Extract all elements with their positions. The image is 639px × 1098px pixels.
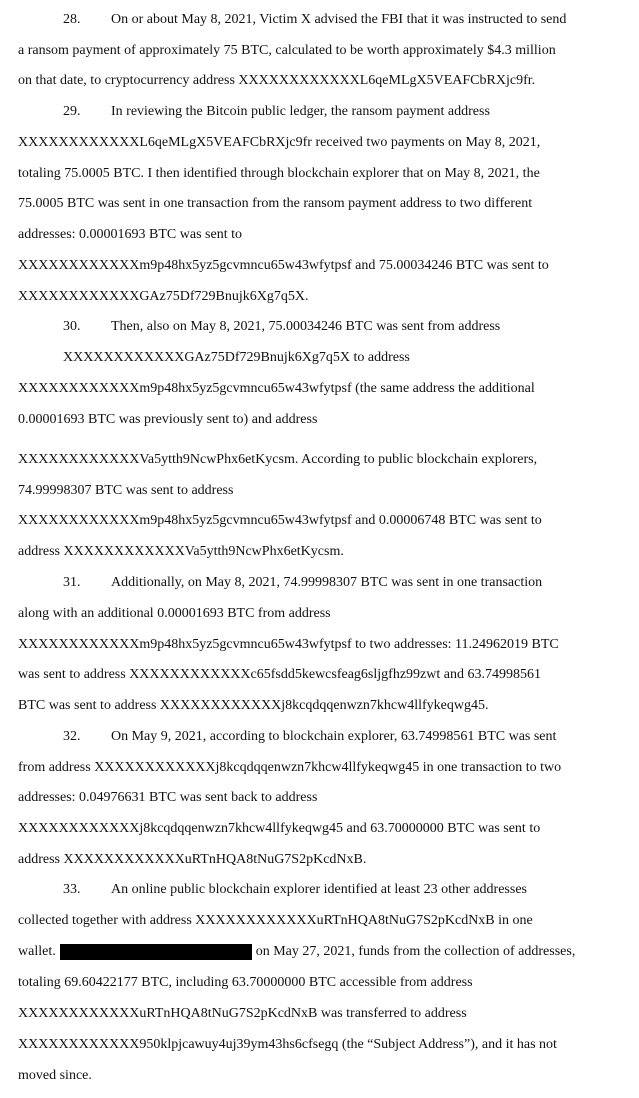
paragraph-30-line-5: XXXXXXXXXXXXVa5ytth9NcwPhx6etKycsm. According to public blockchain explorers, <box>18 452 538 467</box>
paragraph-number: 32. <box>63 729 81 744</box>
paragraph-33-line-2: collected together with address XXXXXXXXXXXXuRTnHQA8tNuG7S2pKcdNxB in one <box>18 913 533 928</box>
line-text: Then, also on May 8, 2021, 75.00034246 BTC was sent from address <box>111 319 501 334</box>
redaction-bar <box>60 944 252 960</box>
line-text: On or about May 8, 2021, Victim X advised the FBI that it was instructed to send <box>111 12 567 27</box>
paragraph-31-line-4: was sent to address XXXXXXXXXXXXc65fsdd5kewcsfeag6sljgfhz99zwt and 63.74998561 <box>18 667 541 682</box>
paragraph-31-line-2: along with an additional 0.00001693 BTC from address <box>18 606 331 621</box>
paragraph-33-line-3 <box>18 944 575 960</box>
line-text: Additionally, on May 8, 2021, 74.99998307 BTC was sent in one transaction <box>111 575 543 590</box>
line-text: wallet. <box>18 944 56 959</box>
paragraph-29-line-7: XXXXXXXXXXXXGAz75Df729Bnujk6Xg7q5X. <box>18 289 309 304</box>
paragraph-30-line-7: XXXXXXXXXXXXm9p48hx5yz5gcvmncu65w43wfytpsf and 0.00006748 BTC was sent to <box>18 513 542 528</box>
paragraph-29-line-4: 75.0005 BTC was sent in one transaction from the ransom payment address to two different <box>18 196 533 211</box>
paragraph-33-line-7: moved since. <box>18 1068 92 1083</box>
paragraph-33-line-5: XXXXXXXXXXXXuRTnHQA8tNuG7S2pKcdNxB was transferred to address <box>18 1006 467 1021</box>
paragraph-29-line-6: XXXXXXXXXXXXm9p48hx5yz5gcvmncu65w43wfytpsf and 75.00034246 BTC was sent to <box>18 258 549 273</box>
paragraph-32-line-1 <box>63 729 556 745</box>
paragraph-33-line-6: XXXXXXXXXXXX950klpjcawuy4uj39ym43hs6cfsegq (the “Subject Address”), and it has not <box>18 1037 557 1052</box>
line-text-after-redaction: on May 27, 2021, funds from the collection of addresses, <box>255 944 576 959</box>
paragraph-31-line-5: BTC was sent to address XXXXXXXXXXXXj8kcqdqqenwzn7khcw4llfykeqwg45. <box>18 698 489 713</box>
paragraph-number: 33. <box>63 882 81 897</box>
paragraph-number: 28. <box>63 12 81 27</box>
paragraph-28-line-1 <box>63 12 566 28</box>
paragraph-33-line-1 <box>63 882 527 898</box>
paragraph-29-line-5: addresses: 0.00001693 BTC was sent to <box>18 227 242 242</box>
paragraph-29-line-1 <box>63 104 490 120</box>
paragraph-number: 31. <box>63 575 81 590</box>
line-text: An online public blockchain explorer identified at least 23 other addresses <box>111 882 527 897</box>
paragraph-30-line-3: XXXXXXXXXXXXm9p48hx5yz5gcvmncu65w43wfytpsf (the same address the additional <box>18 381 535 396</box>
paragraph-32-line-5: address XXXXXXXXXXXXuRTnHQA8tNuG7S2pKcdNxB. <box>18 852 367 867</box>
paragraph-28-line-3: on that date, to cryptocurrency address XXXXXXXXXXXXL6qeMLgX5VEAFCbRXjc9fr. <box>18 73 536 88</box>
paragraph-30-line-6: 74.99998307 BTC was sent to address <box>18 483 234 498</box>
paragraph-30-line-8: address XXXXXXXXXXXXVa5ytth9NcwPhx6etKycsm. <box>18 544 344 559</box>
line-text: On May 9, 2021, according to blockchain explorer, 63.74998561 BTC was sent <box>111 729 557 744</box>
paragraph-29-line-2: XXXXXXXXXXXXL6qeMLgX5VEAFCbRXjc9fr received two payments on May 8, 2021, <box>18 135 541 150</box>
paragraph-32-line-2: from address XXXXXXXXXXXXj8kcqdqqenwzn7khcw4llfykeqwg45 in one transaction to two <box>18 760 562 775</box>
paragraph-30-line-2: XXXXXXXXXXXXGAz75Df729Bnujk6Xg7q5X to address <box>63 350 410 365</box>
paragraph-30-line-1 <box>63 319 500 335</box>
paragraph-number: 29. <box>63 104 81 119</box>
paragraph-33-line-4: totaling 69.60422177 BTC, including 63.70000000 BTC accessible from address <box>18 975 473 990</box>
paragraph-29-line-3: totaling 75.0005 BTC. I then identified through blockchain explorer that on May 8, 2021, the <box>18 166 540 181</box>
paragraph-31-line-3: XXXXXXXXXXXXm9p48hx5yz5gcvmncu65w43wfytpsf to two addresses: 11.24962019 BTC <box>18 637 559 652</box>
paragraph-32-line-4: XXXXXXXXXXXXj8kcqdqqenwzn7khcw4llfykeqwg45 and 63.70000000 BTC was sent to <box>18 821 541 836</box>
line-text: In reviewing the Bitcoin public ledger, the ransom payment address <box>111 104 490 119</box>
paragraph-31-line-1 <box>63 575 542 591</box>
paragraph-30-line-4: 0.00001693 BTC was previously sent to) and address <box>18 412 318 427</box>
paragraph-28-line-2: a ransom payment of approximately 75 BTC, calculated to be worth approximately $4.3 million <box>18 43 556 58</box>
paragraph-32-line-3: addresses: 0.04976631 BTC was sent back to address <box>18 790 318 805</box>
paragraph-number: 30. <box>63 319 81 334</box>
